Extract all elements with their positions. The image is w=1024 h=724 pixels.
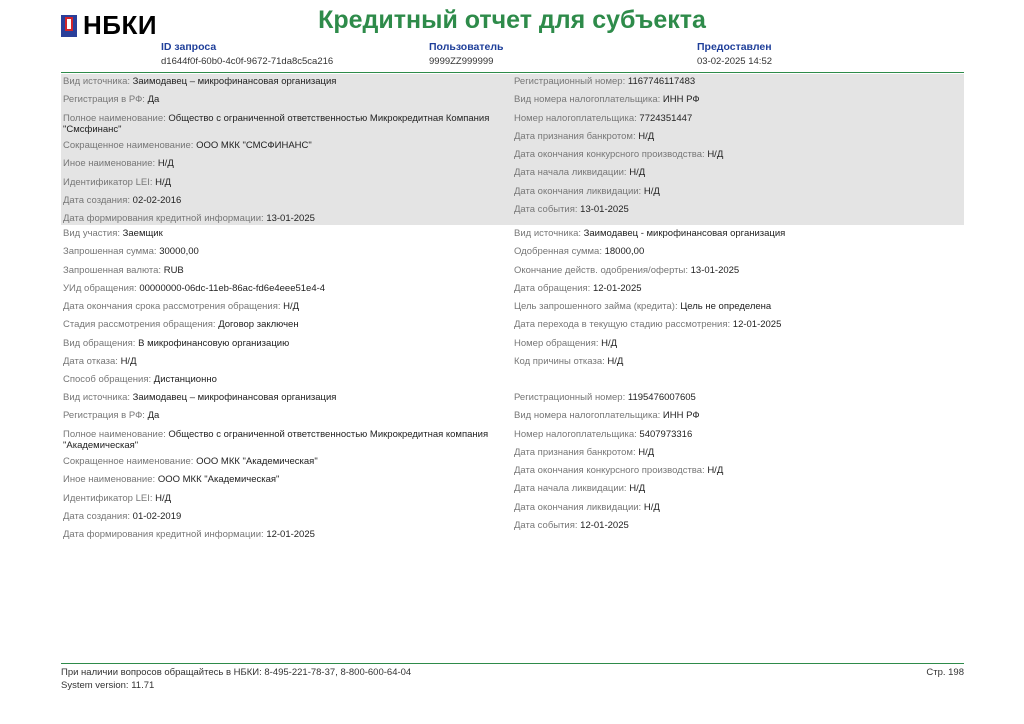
- field-row: Дата признания банкротом: Н/Д: [514, 130, 655, 142]
- field-row: Вид участия: Заемщик: [63, 228, 163, 239]
- source-info-left: [63, 76, 503, 232]
- field-row: Вид источника: Заимодавец – микрофинансовая организация: [63, 392, 337, 403]
- field-row: Дата формирования кредитной информации: 12-01-2025: [63, 529, 315, 541]
- request-id-label: ID запроса: [161, 41, 217, 53]
- field-row: Дата отказа: Н/Д: [63, 356, 137, 368]
- source-info-2-right: [514, 392, 959, 538]
- source-info-right: [514, 76, 959, 222]
- field-row: УИд обращения: 00000000-06dc-11eb-86ac-fd6e4eee51e4-4: [63, 282, 326, 294]
- field-row: Дата окончания ликвидации: Н/Д: [514, 501, 660, 513]
- field-row: Способ обращения: Дистанционно: [63, 374, 217, 386]
- field-row: Вид источника: Заимодавец - микрофинансовая организация: [514, 228, 786, 239]
- field-row: Дата окончания срока рассмотрения обращения: Н/Д: [63, 301, 300, 313]
- field-row: Идентификатор LEI: Н/Д: [63, 492, 172, 504]
- field-row: Вид источника: Заимодавец – микрофинансовая организация: [63, 76, 337, 87]
- field-row: Номер налогоплательщика: 7724351447: [514, 112, 693, 124]
- field-row: Регистрационный номер: 1195476007605: [514, 392, 696, 403]
- field-row: Дата события: 12-01-2025: [514, 520, 629, 532]
- field-row: Дата создания: 01-02-2019: [63, 510, 182, 522]
- field-row: Дата создания: 02-02-2016: [63, 194, 182, 206]
- field-row: Вид номера налогоплательщика: ИНН РФ: [514, 94, 700, 106]
- field-row: Вид номера налогоплательщика: ИНН РФ: [514, 410, 700, 422]
- field-row: Окончание действ. одобрения/оферты: 13-01-2025: [514, 264, 740, 276]
- user-label: Пользователь: [429, 41, 504, 53]
- field-row: Запрошенная сумма: 30000,00: [63, 246, 199, 258]
- field-row: Полное наименование: Общество с ограниченной ответственностью Микрокредитная Компания "Смсфинанс": [63, 112, 490, 135]
- field-row: Сокращенное наименование: ООО МКК "Академическая": [63, 456, 318, 468]
- application-info-right: [514, 228, 959, 374]
- field-row: Дата перехода в текущую стадию рассмотрения: 12-01-2025: [514, 319, 782, 331]
- field-row: Регистрация в РФ: Да: [63, 410, 160, 422]
- field-row: Дата окончания ликвидации: Н/Д: [514, 185, 660, 197]
- application-info-block: [61, 227, 964, 391]
- field-row: Иное наименование: Н/Д: [63, 158, 174, 170]
- source-info-block-1: [61, 74, 964, 225]
- field-row: Код причины отказа: Н/Д: [514, 356, 624, 368]
- field-row: Дата окончания конкурсного производства: Н/Д: [514, 465, 724, 477]
- page-title: Кредитный отчет для субъекта: [318, 6, 706, 34]
- footer-system-version: System version: 11.71: [61, 680, 155, 691]
- field-row: Вид обращения: В микрофинансовую организацию: [63, 337, 290, 349]
- field-row: Номер налогоплательщика: 5407973316: [514, 428, 693, 440]
- page-number: Стр. 198: [926, 667, 964, 678]
- source-info-2-left: [63, 392, 503, 548]
- field-row: Запрошенная валюта: RUB: [63, 264, 184, 276]
- field-row: Сокращенное наименование: ООО МКК "СМСФИНАНС": [63, 140, 312, 152]
- source-info-block-2: [61, 391, 964, 543]
- field-row: Иное наименование: ООО МКК "Академическая": [63, 474, 280, 486]
- field-row: Дата признания банкротом: Н/Д: [514, 446, 655, 458]
- field-row: Идентификатор LEI: Н/Д: [63, 176, 172, 188]
- request-id-value: d1644f0f-60b0-4c0f-9672-71da8c5ca216: [161, 56, 334, 67]
- field-row: Дата начала ликвидации: Н/Д: [514, 167, 646, 179]
- field-row: Дата события: 13-01-2025: [514, 204, 629, 216]
- logo-text: НБКИ: [83, 10, 158, 40]
- field-row: Регистрационный номер: 1167746117483: [514, 76, 696, 87]
- field-row: Полное наименование: Общество с ограниченной ответственностью Микрокредитная компания "Академическая": [63, 428, 489, 451]
- provided-label: Предоставлен: [697, 41, 772, 53]
- field-row: Номер обращения: Н/Д: [514, 337, 618, 349]
- field-row: Одобренная сумма: 18000,00: [514, 246, 645, 258]
- field-row: Дата обращения: 12-01-2025: [514, 282, 642, 294]
- footer-divider: [61, 663, 964, 664]
- field-row: Дата начала ликвидации: Н/Д: [514, 483, 646, 495]
- field-row: Стадия рассмотрения обращения: Договор заключен: [63, 319, 299, 331]
- field-row: Цель запрошенного займа (кредита): Цель не определена: [514, 301, 772, 313]
- provided-value: 03-02-2025 14:52: [697, 56, 773, 67]
- user-value: 9999ZZ999999: [429, 56, 494, 67]
- header-divider: [61, 72, 964, 73]
- field-row: Дата окончания конкурсного производства: Н/Д: [514, 149, 724, 161]
- application-info-left: [63, 228, 503, 393]
- field-row: Регистрация в РФ: Да: [63, 94, 160, 106]
- field-row: Дата формирования кредитной информации: 13-01-2025: [63, 213, 315, 225]
- footer-contact: При наличии вопросов обращайтесь в НБКИ: 8-495-221-78-37, 8-800-600-64-04: [61, 667, 412, 678]
